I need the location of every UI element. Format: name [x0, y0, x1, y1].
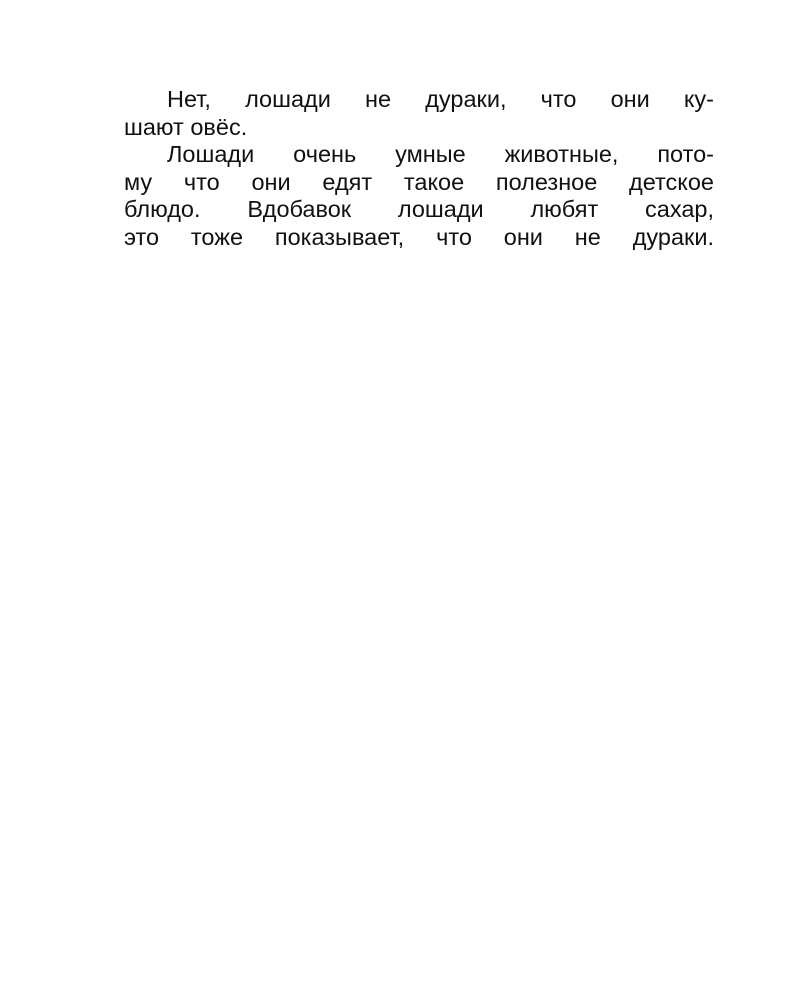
body-text [124, 86, 714, 251]
paragraph-1-line-2: шают овёс. [124, 113, 248, 140]
paragraph-2 [124, 141, 714, 251]
paragraph-2-line-2: му что они едят такое полезное детское [124, 168, 714, 195]
paragraph-2-line-1: Лошади очень умные животные, пото- [167, 141, 714, 167]
paragraph-2-line-4: это тоже показывает, что они не дураки. [124, 223, 714, 250]
paragraph-1 [124, 86, 714, 141]
paragraph-1-line-1: Нет, лошади не дураки, что они ку- [167, 86, 714, 112]
paragraph-2-line-3: блюдо. Вдобавок лошади любят сахар, [124, 196, 714, 222]
